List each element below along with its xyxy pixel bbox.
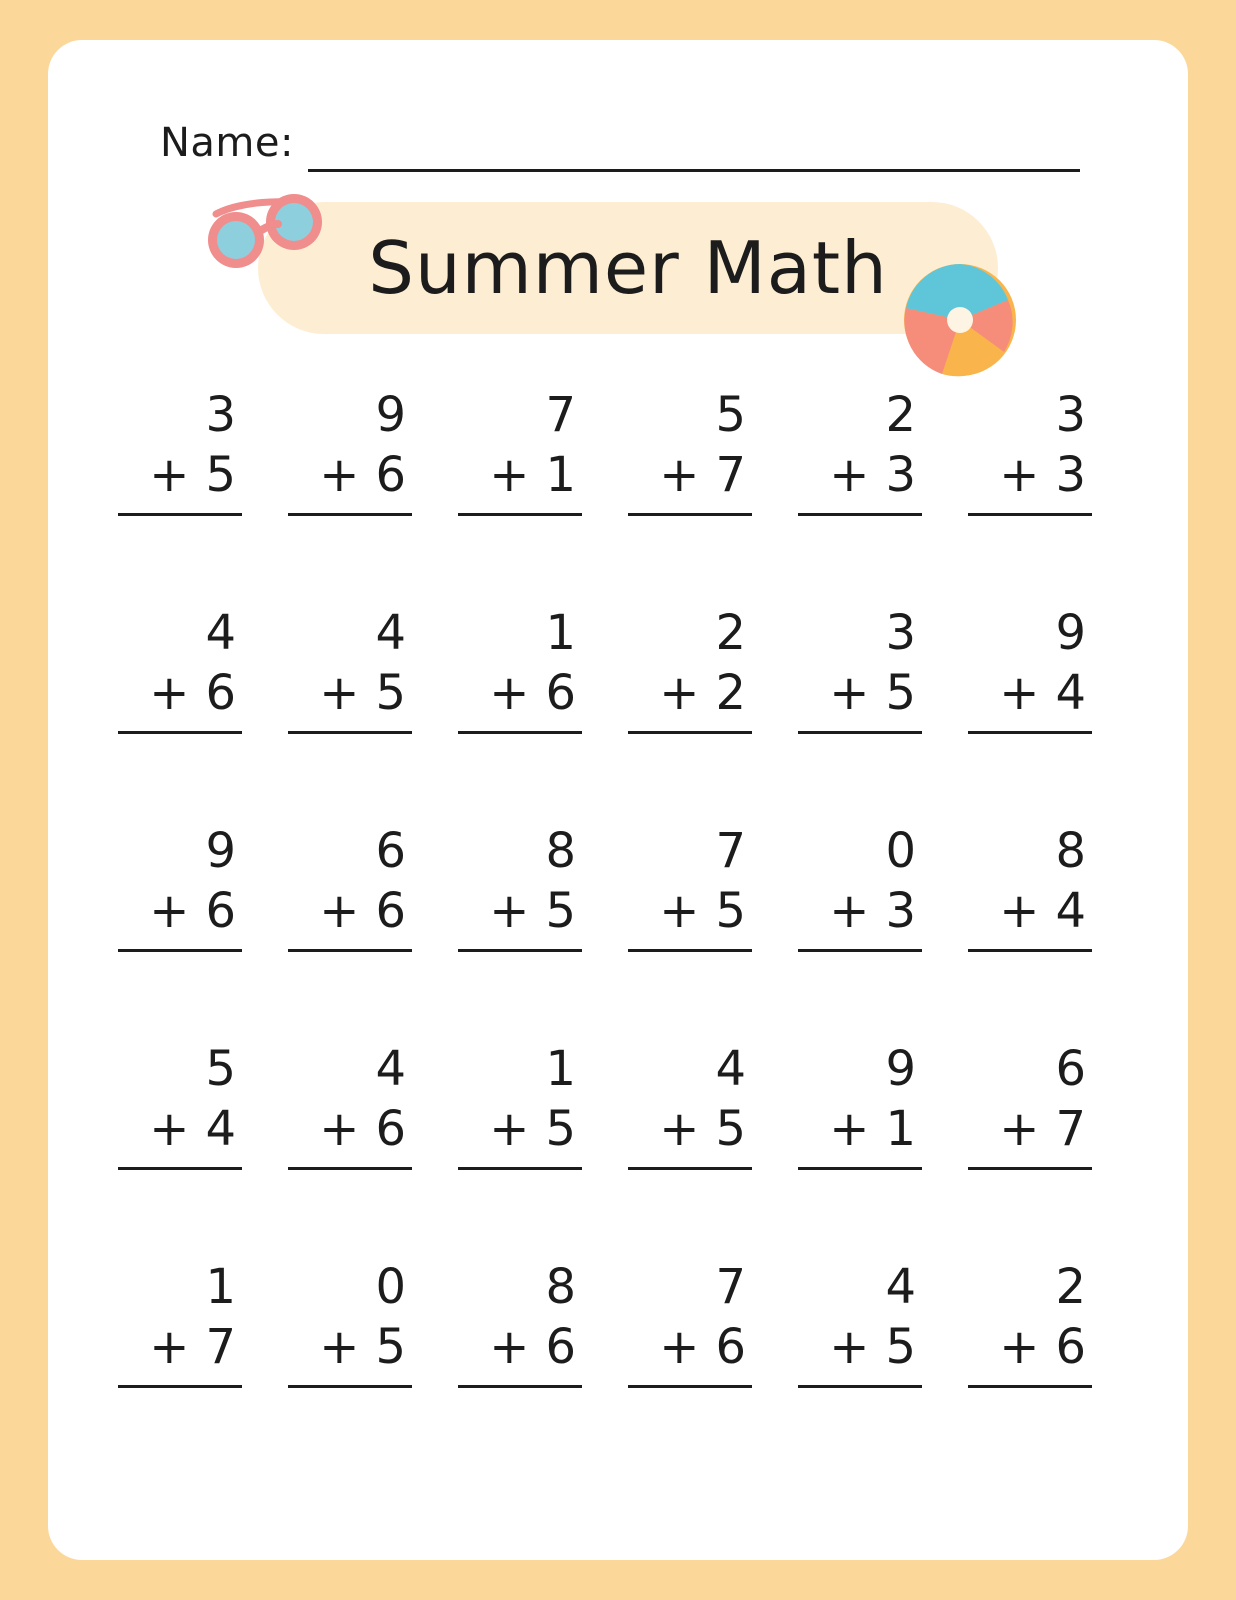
addend-bottom: 5 xyxy=(715,883,746,940)
answer-line[interactable] xyxy=(458,949,582,952)
problem-item xyxy=(618,370,788,588)
addend-top: 1 xyxy=(545,1041,576,1097)
addend-bottom-row xyxy=(999,1319,1092,1376)
name-row xyxy=(160,102,1080,172)
addend-bottom: 4 xyxy=(1055,883,1086,940)
answer-line[interactable] xyxy=(118,949,242,952)
addend-top: 9 xyxy=(375,387,406,443)
addend-top: 7 xyxy=(715,823,746,879)
addend-top: 9 xyxy=(1055,605,1086,661)
answer-line[interactable] xyxy=(798,949,922,952)
problem-item xyxy=(448,370,618,588)
answer-line[interactable] xyxy=(118,1167,242,1170)
problem-item xyxy=(108,1242,278,1460)
problem-item xyxy=(958,370,1128,588)
addend-top: 7 xyxy=(715,1259,746,1315)
answer-line[interactable] xyxy=(968,949,1092,952)
answer-line[interactable] xyxy=(288,513,412,516)
addend-bottom-row xyxy=(999,1101,1092,1158)
answer-line[interactable] xyxy=(118,1385,242,1388)
beach-ball-icon xyxy=(900,260,1020,380)
operator: + xyxy=(319,665,360,722)
addend-bottom: 6 xyxy=(715,1319,746,1376)
addend-bottom: 6 xyxy=(545,665,576,722)
operator: + xyxy=(829,1101,870,1158)
problem-item xyxy=(108,588,278,806)
answer-line[interactable] xyxy=(628,513,752,516)
addend-bottom: 6 xyxy=(375,883,406,940)
answer-line[interactable] xyxy=(628,1167,752,1170)
addend-top: 3 xyxy=(1055,387,1086,443)
problem-item xyxy=(958,588,1128,806)
addend-bottom-row xyxy=(999,447,1092,504)
problem-item xyxy=(278,370,448,588)
problem-item xyxy=(788,1242,958,1460)
operator: + xyxy=(829,883,870,940)
addend-bottom-row xyxy=(489,447,582,504)
addend-bottom-row xyxy=(319,665,412,722)
answer-line[interactable] xyxy=(118,731,242,734)
addend-bottom: 2 xyxy=(715,665,746,722)
problem-item xyxy=(278,1242,448,1460)
sunglasses-icon xyxy=(198,180,328,290)
addend-top: 1 xyxy=(205,1259,236,1315)
addend-bottom: 6 xyxy=(375,447,406,504)
operator: + xyxy=(149,883,190,940)
problem-item xyxy=(108,1024,278,1242)
operator: + xyxy=(659,883,700,940)
addend-bottom: 1 xyxy=(885,1101,916,1158)
addend-bottom: 3 xyxy=(885,447,916,504)
addend-bottom-row xyxy=(489,1319,582,1376)
addend-top: 4 xyxy=(885,1259,916,1315)
addend-top: 8 xyxy=(545,1259,576,1315)
operator: + xyxy=(489,883,530,940)
addend-bottom: 6 xyxy=(205,883,236,940)
problem-item xyxy=(448,1242,618,1460)
addend-bottom: 6 xyxy=(545,1319,576,1376)
addend-bottom-row xyxy=(999,665,1092,722)
addend-top: 7 xyxy=(545,387,576,443)
answer-line[interactable] xyxy=(628,949,752,952)
addend-bottom: 1 xyxy=(545,447,576,504)
problem-item xyxy=(788,806,958,1024)
addend-top: 3 xyxy=(885,605,916,661)
problem-item xyxy=(448,1024,618,1242)
addend-bottom-row xyxy=(829,883,922,940)
answer-line[interactable] xyxy=(288,949,412,952)
addend-bottom-row xyxy=(829,665,922,722)
problem-item xyxy=(618,1242,788,1460)
operator: + xyxy=(319,1101,360,1158)
addend-bottom-row xyxy=(149,1319,242,1376)
problem-item xyxy=(958,1024,1128,1242)
answer-line[interactable] xyxy=(458,1385,582,1388)
addend-bottom: 5 xyxy=(375,665,406,722)
addend-bottom-row xyxy=(149,883,242,940)
operator: + xyxy=(999,665,1040,722)
addend-bottom-row xyxy=(659,665,752,722)
addend-top: 1 xyxy=(545,605,576,661)
operator: + xyxy=(999,1319,1040,1376)
addend-bottom: 5 xyxy=(885,665,916,722)
addend-bottom-row xyxy=(489,665,582,722)
problem-item xyxy=(448,588,618,806)
name-label: Name: xyxy=(160,120,294,166)
addend-bottom-row xyxy=(829,447,922,504)
answer-line[interactable] xyxy=(458,1167,582,1170)
addend-top: 0 xyxy=(375,1259,406,1315)
operator: + xyxy=(829,1319,870,1376)
addend-bottom-row xyxy=(149,447,242,504)
problem-item xyxy=(958,806,1128,1024)
answer-line[interactable] xyxy=(288,731,412,734)
operator: + xyxy=(149,1101,190,1158)
operator: + xyxy=(659,665,700,722)
answer-line[interactable] xyxy=(798,731,922,734)
operator: + xyxy=(149,665,190,722)
worksheet-page xyxy=(48,40,1188,1560)
name-write-line[interactable] xyxy=(308,123,1080,172)
addend-bottom-row xyxy=(829,1319,922,1376)
operator: + xyxy=(999,1101,1040,1158)
addend-top: 6 xyxy=(375,823,406,879)
problem-item xyxy=(448,806,618,1024)
problem-item xyxy=(788,588,958,806)
operator: + xyxy=(319,1319,360,1376)
operator: + xyxy=(999,883,1040,940)
addend-bottom: 4 xyxy=(205,1101,236,1158)
addend-bottom: 3 xyxy=(1055,447,1086,504)
addend-top: 3 xyxy=(205,387,236,443)
addend-bottom: 7 xyxy=(205,1319,236,1376)
operator: + xyxy=(489,447,530,504)
problem-item xyxy=(618,806,788,1024)
addend-top: 5 xyxy=(715,387,746,443)
operator: + xyxy=(829,665,870,722)
addend-top: 2 xyxy=(885,387,916,443)
answer-line[interactable] xyxy=(798,513,922,516)
answer-line[interactable] xyxy=(458,731,582,734)
addend-bottom-row xyxy=(149,665,242,722)
addend-bottom: 5 xyxy=(545,1101,576,1158)
addend-bottom: 6 xyxy=(205,665,236,722)
addend-bottom: 6 xyxy=(375,1101,406,1158)
addend-bottom-row xyxy=(319,883,412,940)
addend-bottom: 7 xyxy=(1055,1101,1086,1158)
addend-top: 6 xyxy=(1055,1041,1086,1097)
addend-bottom-row xyxy=(149,1101,242,1158)
addend-bottom-row xyxy=(999,883,1092,940)
answer-line[interactable] xyxy=(968,1167,1092,1170)
addend-top: 4 xyxy=(715,1041,746,1097)
addend-top: 2 xyxy=(1055,1259,1086,1315)
problem-item xyxy=(108,806,278,1024)
problem-item xyxy=(788,370,958,588)
answer-line[interactable] xyxy=(798,1385,922,1388)
operator: + xyxy=(659,447,700,504)
operator: + xyxy=(489,1319,530,1376)
addend-bottom-row xyxy=(319,447,412,504)
addend-top: 2 xyxy=(715,605,746,661)
addend-bottom: 5 xyxy=(375,1319,406,1376)
answer-line[interactable] xyxy=(628,731,752,734)
addend-bottom-row xyxy=(489,1101,582,1158)
addend-bottom-row xyxy=(659,1319,752,1376)
problem-item xyxy=(278,1024,448,1242)
operator: + xyxy=(319,447,360,504)
answer-line[interactable] xyxy=(118,513,242,516)
problems-grid xyxy=(108,370,1128,1460)
addend-top: 4 xyxy=(375,1041,406,1097)
addend-bottom-row xyxy=(489,883,582,940)
addend-top: 0 xyxy=(885,823,916,879)
addend-bottom-row xyxy=(659,883,752,940)
addend-bottom-row xyxy=(829,1101,922,1158)
addend-bottom: 7 xyxy=(715,447,746,504)
addend-top: 8 xyxy=(1055,823,1086,879)
operator: + xyxy=(149,447,190,504)
addend-bottom: 5 xyxy=(545,883,576,940)
operator: + xyxy=(319,883,360,940)
addend-bottom-row xyxy=(659,447,752,504)
addend-top: 8 xyxy=(545,823,576,879)
answer-line[interactable] xyxy=(458,513,582,516)
addend-top: 9 xyxy=(885,1041,916,1097)
addend-bottom: 5 xyxy=(715,1101,746,1158)
answer-line[interactable] xyxy=(968,513,1092,516)
problem-item xyxy=(618,1024,788,1242)
problem-item xyxy=(278,588,448,806)
page-title: Summer Math xyxy=(368,226,888,310)
operator: + xyxy=(489,665,530,722)
operator: + xyxy=(829,447,870,504)
problem-item xyxy=(278,806,448,1024)
addend-bottom-row xyxy=(319,1101,412,1158)
answer-line[interactable] xyxy=(288,1385,412,1388)
operator: + xyxy=(149,1319,190,1376)
addend-bottom: 5 xyxy=(885,1319,916,1376)
operator: + xyxy=(659,1319,700,1376)
addend-top: 9 xyxy=(205,823,236,879)
addend-bottom: 4 xyxy=(1055,665,1086,722)
operator: + xyxy=(659,1101,700,1158)
addend-top: 4 xyxy=(205,605,236,661)
answer-line[interactable] xyxy=(628,1385,752,1388)
problem-item xyxy=(958,1242,1128,1460)
answer-line[interactable] xyxy=(968,1385,1092,1388)
addend-bottom: 6 xyxy=(1055,1319,1086,1376)
answer-line[interactable] xyxy=(968,731,1092,734)
addend-top: 5 xyxy=(205,1041,236,1097)
problem-item xyxy=(108,370,278,588)
addend-bottom-row xyxy=(319,1319,412,1376)
operator: + xyxy=(489,1101,530,1158)
answer-line[interactable] xyxy=(798,1167,922,1170)
problem-item xyxy=(618,588,788,806)
addend-bottom: 5 xyxy=(205,447,236,504)
problem-item xyxy=(788,1024,958,1242)
answer-line[interactable] xyxy=(288,1167,412,1170)
addend-bottom-row xyxy=(659,1101,752,1158)
operator: + xyxy=(999,447,1040,504)
addend-bottom: 3 xyxy=(885,883,916,940)
addend-top: 4 xyxy=(375,605,406,661)
